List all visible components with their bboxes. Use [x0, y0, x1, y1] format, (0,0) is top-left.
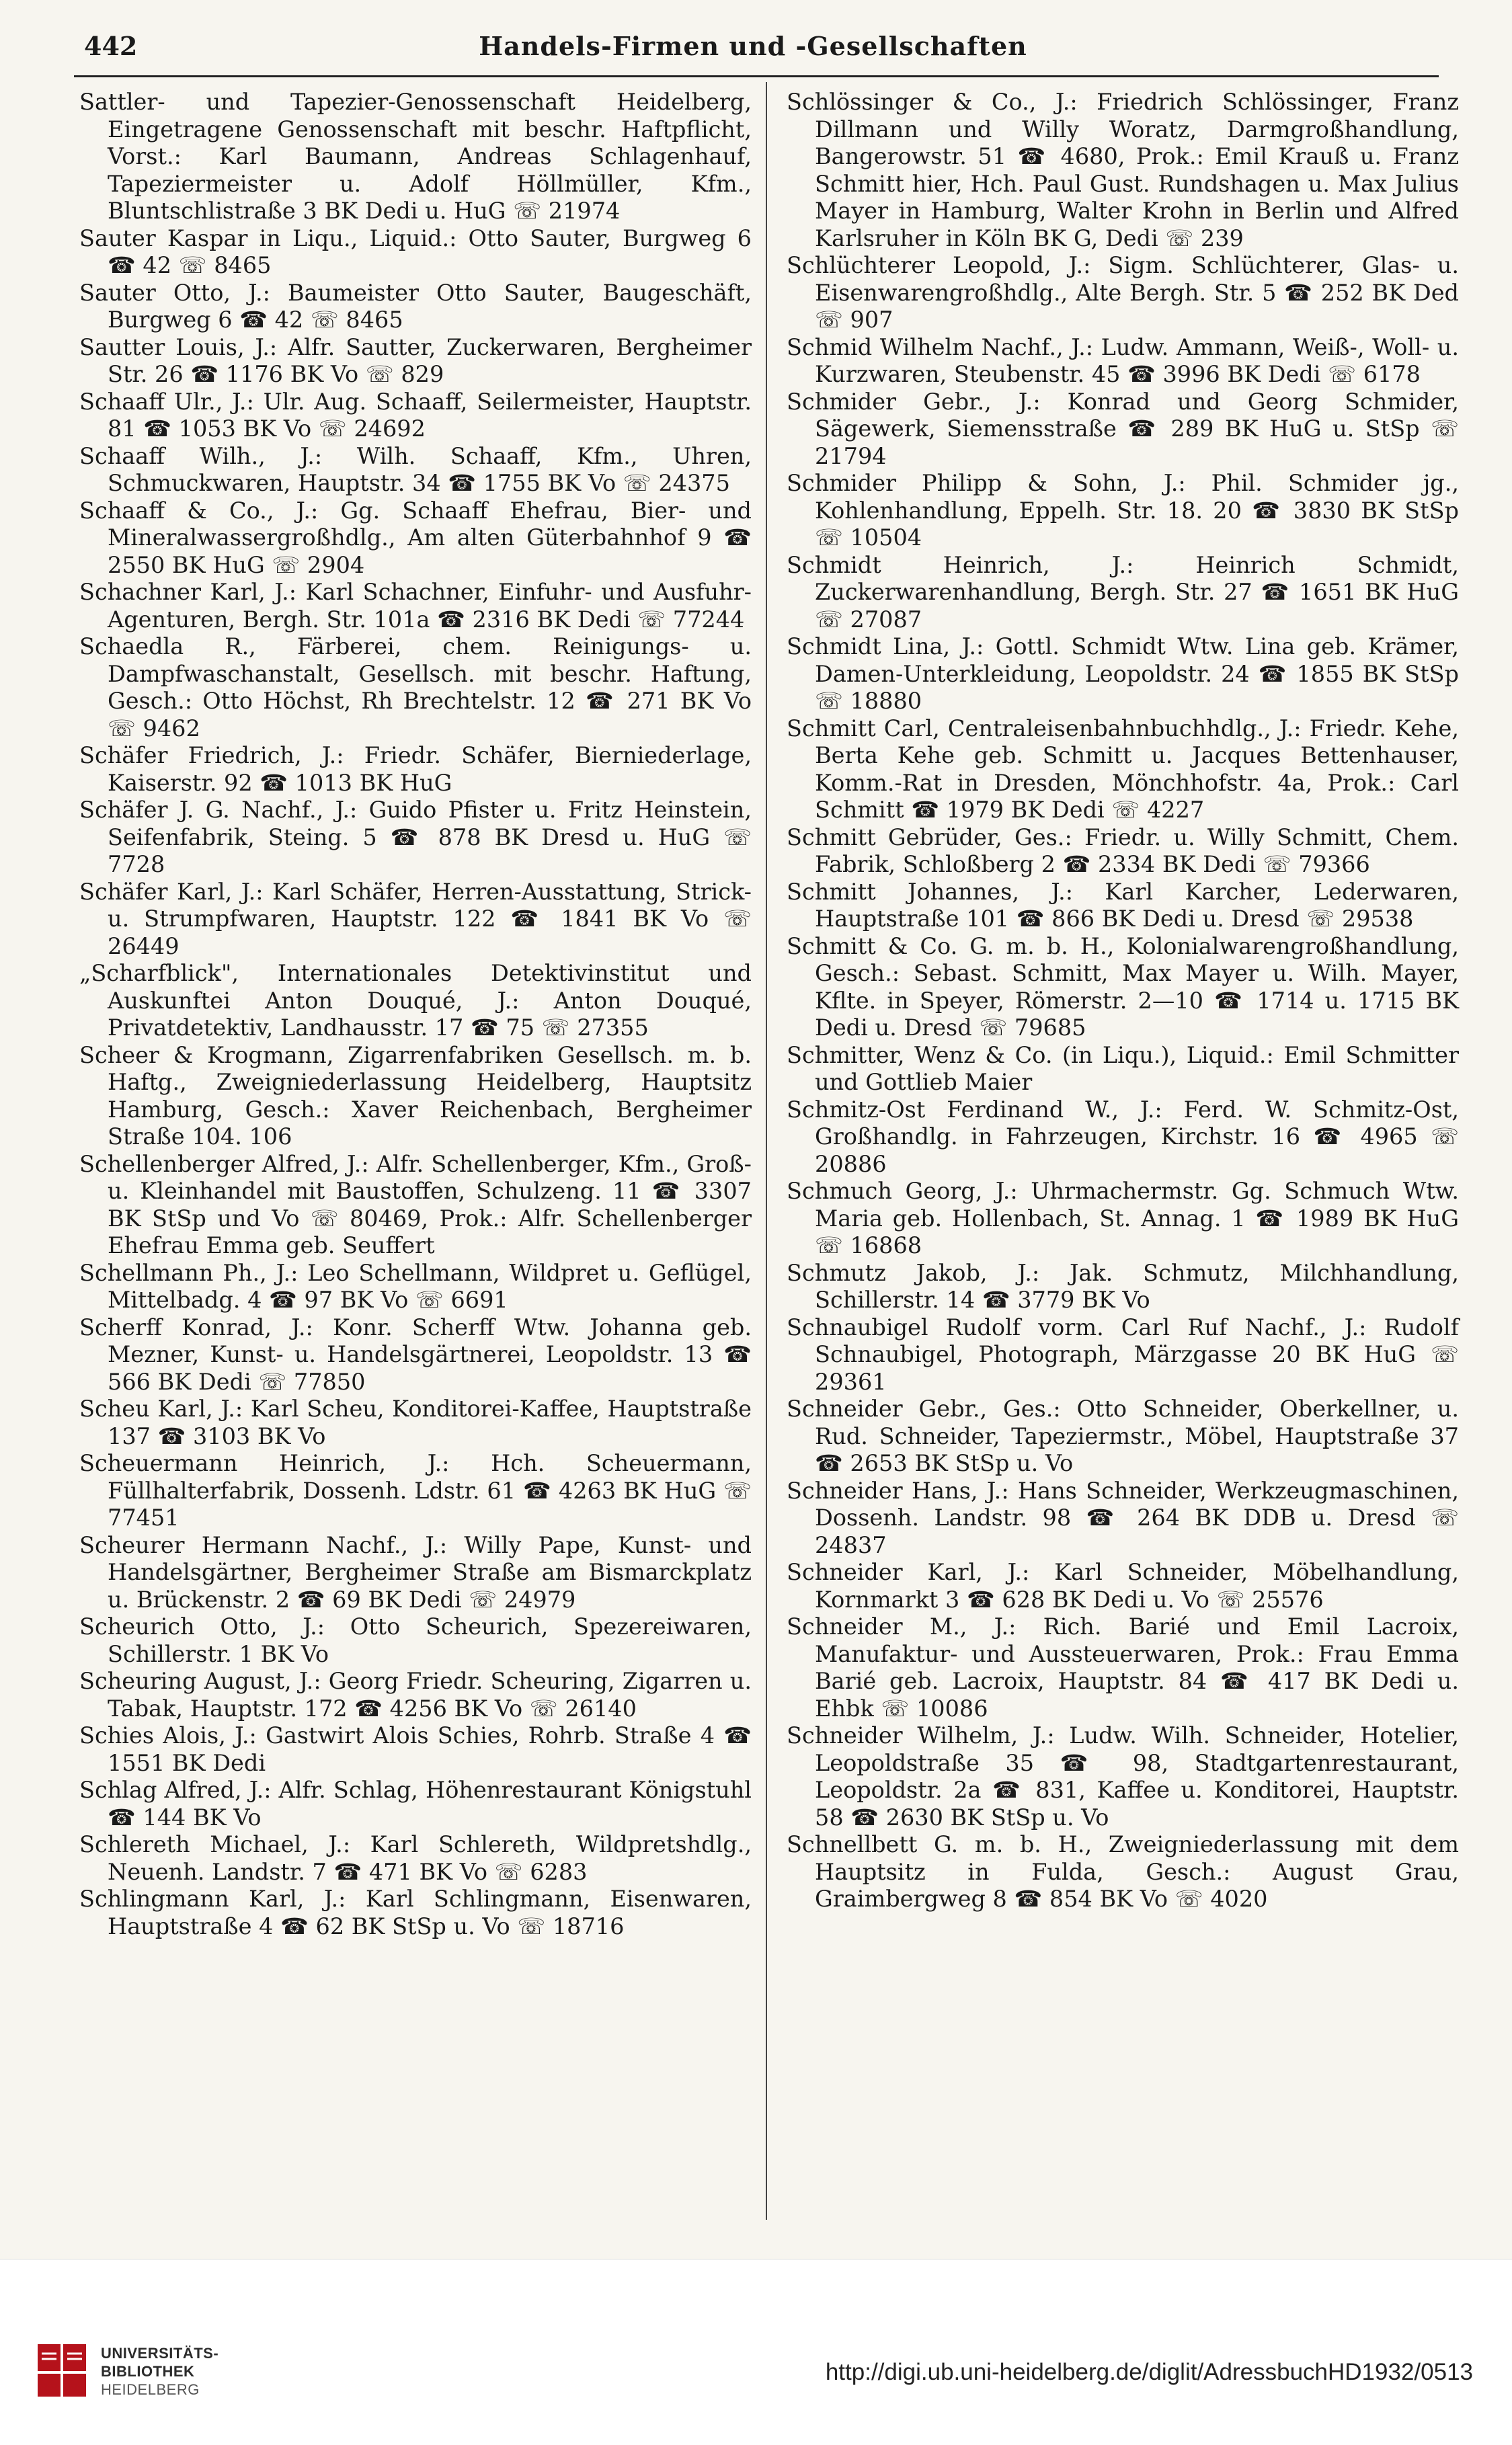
directory-entry: Schäfer Friedrich, J.: Friedr. Schäfer, Bierniederlage, Kaiserstr. 92 ☎ 1013 BK HuG — [79, 742, 752, 796]
directory-entry: Schaaff Wilh., J.: Wilh. Schaaff, Kfm., Uhren, Schmuckwaren, Hauptstr. 34 ☎ 1755 BK Vo ☏ 24375 — [79, 442, 752, 496]
directory-entry: Schmitt Johannes, J.: Karl Karcher, Lederwaren, Hauptstraße 101 ☎ 866 BK Dedi u. Dresd ☏ 29538 — [787, 878, 1459, 932]
directory-entry: Schmider Gebr., J.: Konrad und Georg Schmider, Sägewerk, Siemensstraße ☎ 289 BK HuG u. StSp ☏ 21794 — [787, 388, 1459, 469]
directory-entry: Scheurich Otto, J.: Otto Scheurich, Spezereiwaren, Schillerstr. 1 BK Vo — [79, 1613, 752, 1667]
directory-entry: Schneider Hans, J.: Hans Schneider, Werkzeugmaschinen, Dossenh. Landstr. 98 ☎ 264 BK DDB u. Dresd ☏ 24837 — [787, 1477, 1459, 1558]
directory-entry: Schmider Philipp & Sohn, J.: Phil. Schmider jg., Kohlenhandlung, Eppelh. Str. 18. 20 ☎ 3830 BK StSp ☏ 10504 — [787, 470, 1459, 551]
directory-entry: Scheu Karl, J.: Karl Scheu, Konditorei-Kaffee, Hauptstraße 137 ☎ 3103 BK Vo — [79, 1396, 752, 1449]
directory-entry: Schaaff Ulr., J.: Ulr. Aug. Schaaff, Seilermeister, Hauptstr. 81 ☎ 1053 BK Vo ☏ 24692 — [79, 388, 752, 442]
directory-entry: Schneider M., J.: Rich. Barié und Emil Lacroix, Manufaktur- und Aussteuerwaren, Prok.: Frau Emma Barié geb. Lacroix, Hauptstr. 84 ☎ 417 BK Dedi u. Ehbk ☏ 10086 — [787, 1613, 1459, 1722]
directory-entry: Schies Alois, J.: Gastwirt Alois Schies, Rohrb. Straße 4 ☎ 1551 BK Dedi — [79, 1722, 752, 1776]
directory-entry: Schmitt Carl, Centraleisenbahnbuchhdlg., J.: Friedr. Kehe, Berta Kehe geb. Schmitt u. Jacques Bettenhauser, Komm.-Rat in Dresden, Mönchhofstr. 4a, Prok.: Carl Schmitt ☎ 1979 BK Dedi ☏ 4227 — [787, 715, 1459, 823]
directory-entry: Sattler- und Tapezier-Genossenschaft Heidelberg, Eingetragene Genossenschaft mit beschr. Haftpflicht, Vorst.: Karl Baumann, Andreas Schlagenhauf, Tapeziermeister u. Adolf Höllmüller, Kfm., Bluntschlistraße 3 BK Dedi u. HuG ☏ 21974 — [79, 89, 752, 224]
directory-entry: Scherff Konrad, J.: Konr. Scherff Wtw. Johanna geb. Mezner, Kunst- u. Handelsgärtnerei, Leopoldstr. 13 ☎ 566 BK Dedi ☏ 77850 — [79, 1314, 752, 1395]
header-rule — [74, 75, 1439, 77]
directory-entry: Schneider Karl, J.: Karl Schneider, Möbelhandlung, Kornmarkt 3 ☎ 628 BK Dedi u. Vo ☏ 25576 — [787, 1559, 1459, 1613]
directory-entry: Schachner Karl, J.: Karl Schachner, Einfuhr- und Ausfuhr-Agenturen, Bergh. Str. 101a ☎ 2316 BK Dedi ☏ 77244 — [79, 579, 752, 633]
directory-entry: Schmuch Georg, J.: Uhrmachermstr. Gg. Schmuch Wtw. Maria geb. Hollenbach, St. Annag. 1 ☎ 1989 BK HuG ☏ 16868 — [787, 1178, 1459, 1258]
directory-entry: Schellenberger Alfred, J.: Alfr. Schellenberger, Kfm., Groß- u. Kleinhandel mit Baustoffen, Schulzeng. 11 ☎ 3307 BK StSp und Vo ☏ 80469, Prok.: Alfr. Schellenberger Ehefrau Emma geb. Seuffert — [79, 1150, 752, 1258]
directory-entry: Schmitt & Co. G. m. b. H., Kolonialwarengroßhandlung, Gesch.: Sebast. Schmitt, Max Mayer u. Wilh. Mayer, Kflte. in Speyer, Römerstr. 2—10 ☎ 1714 u. 1715 BK Dedi u. Dresd ☏ 79685 — [787, 932, 1459, 1041]
directory-entry: Scheer & Krogmann, Zigarrenfabriken Gesellsch. m. b. Haftg., Zweigniederlassung Heidelberg, Hauptsitz Hamburg, Gesch.: Xaver Reichenbach, Bergheimer Straße 104. 106 — [79, 1041, 752, 1150]
library-name-line: UNIVERSITÄTS- — [101, 2345, 219, 2362]
directory-entry: Schaaff & Co., J.: Gg. Schaaff Ehefrau, Bier- und Mineralwassergroßhdlg., Am alten Güterbahnhof 9 ☎ 2550 BK HuG ☏ 2904 — [79, 497, 752, 578]
library-name-line: HEIDELBERG — [101, 2381, 200, 2398]
directory-entry: Schaedla R., Färberei, chem. Reinigungs- u. Dampfwaschanstalt, Gesellsch. mit beschr. Haftung, Gesch.: Otto Höchst, Rh Brechtelstr. 12 ☎ 271 BK Vo ☏ 9462 — [79, 633, 752, 741]
directory-entry: „Scharfblick", Internationales Detektivinstitut und Auskunftei Anton Douqué, J.: Anton Douqué, Privatdetektiv, Landhausstr. 17 ☎ 75 ☏ 27355 — [79, 960, 752, 1041]
directory-entry: Schneider Gebr., Ges.: Otto Schneider, Oberkellner, u. Rud. Schneider, Tapeziermstr., Möbel, Hauptstraße 37 ☎ 2653 BK StSp u. Vo — [787, 1396, 1459, 1476]
right-column — [787, 89, 1459, 1913]
library-name-line: BIBLIOTHEK — [101, 2363, 195, 2380]
directory-entry: Schmitz-Ost Ferdinand W., J.: Ferd. W. Schmitz-Ost, Großhandlg. in Fahrzeugen, Kirchstr. 16 ☎ 4965 ☏ 20886 — [787, 1096, 1459, 1177]
directory-entry: Schmutz Jakob, J.: Jak. Schmutz, Milchhandlung, Schillerstr. 14 ☎ 3779 BK Vo — [787, 1259, 1459, 1313]
directory-entry: Schmitt Gebrüder, Ges.: Friedr. u. Willy Schmitt, Chem. Fabrik, Schloßberg 2 ☎ 2334 BK Dedi ☏ 79366 — [787, 824, 1459, 877]
directory-entry: Schmidt Lina, J.: Gottl. Schmidt Wtw. Lina geb. Krämer, Damen-Unterkleidung, Leopoldstr. 24 ☎ 1855 BK StSp ☏ 18880 — [787, 633, 1459, 714]
directory-entry: Scheuermann Heinrich, J.: Hch. Scheuermann, Füllhalterfabrik, Dossenh. Ldstr. 61 ☎ 4263 BK HuG ☏ 77451 — [79, 1450, 752, 1531]
directory-entry: Schnellbett G. m. b. H., Zweigniederlassung mit dem Hauptsitz in Fulda, Gesch.: August Grau, Graimbergweg 8 ☎ 854 BK Vo ☏ 4020 — [787, 1831, 1459, 1912]
directory-entry: Schlag Alfred, J.: Alfr. Schlag, Höhenrestaurant Königstuhl ☎ 144 BK Vo — [79, 1777, 752, 1831]
left-column — [79, 89, 752, 1940]
column-divider — [766, 82, 767, 2220]
directory-entry: Schneider Wilhelm, J.: Ludw. Wilh. Schneider, Hotelier, Leopoldstraße 35 ☎ 98, Stadtgartenrestaurant, Leopoldstr. 2a ☎ 831, Kaffee u. Konditorei, Hauptstr. 58 ☎ 2630 BK StSp u. Vo — [787, 1722, 1459, 1831]
page-header — [84, 26, 1422, 66]
directory-entry: Sautter Louis, J.: Alfr. Sautter, Zuckerwaren, Bergheimer Str. 26 ☎ 1176 BK Vo ☏ 829 — [79, 333, 752, 387]
directory-entry: Schlössinger & Co., J.: Friedrich Schlössinger, Franz Dillmann und Willy Woratz, Darmgroßhandlung, Bangerowstr. 51 ☎ 4680, Prok.: Emil Krauß u. Franz Schmitt hier, Hch. Paul Gust. Rundshagen u. Max Julius Mayer in Hamburg, Walter Krohn in Berlin und Alfred Karlsruher in Köln BK G, Dedi ☏ 239 — [787, 89, 1459, 251]
source-url-link[interactable]: http://digi.ub.uni-heidelberg.de/diglit/AdressbuchHD1932/0513 — [825, 2359, 1473, 2385]
directory-entry: Schnaubigel Rudolf vorm. Carl Ruf Nachf., J.: Rudolf Schnaubigel, Photograph, Märzgasse 20 BK HuG ☏ 29361 — [787, 1314, 1459, 1395]
directory-entry: Schmitter, Wenz & Co. (in Liqu.), Liquid.: Emil Schmitter und Gottlieb Maier — [787, 1041, 1459, 1095]
university-library-logo-icon — [35, 2340, 89, 2401]
directory-entry: Sauter Kaspar in Liqu., Liquid.: Otto Sauter, Burgweg 6 ☎ 42 ☏ 8465 — [79, 225, 752, 278]
viewer-footer — [0, 2259, 1512, 2445]
page-number: 442 — [84, 31, 138, 61]
directory-entry: Scheuring August, J.: Georg Friedr. Scheuring, Zigarren u. Tabak, Hauptstr. 172 ☎ 4256 BK Vo ☏ 26140 — [79, 1668, 752, 1722]
directory-entry: Schäfer Karl, J.: Karl Schäfer, Herren-Ausstattung, Strick- u. Strumpfwaren, Hauptstr. 122 ☎ 1841 BK Vo ☏ 26449 — [79, 878, 752, 959]
directory-entry: Schlüchterer Leopold, J.: Sigm. Schlüchterer, Glas- u. Eisenwarengroßhdlg., Alte Bergh. Str. 5 ☎ 252 BK Ded ☏ 907 — [787, 252, 1459, 333]
directory-entry: Schlingmann Karl, J.: Karl Schlingmann, Eisenwaren, Hauptstraße 4 ☎ 62 BK StSp u. Vo ☏ 18716 — [79, 1886, 752, 1939]
library-name — [101, 2344, 303, 2399]
directory-entry: Schlereth Michael, J.: Karl Schlereth, Wildpretshdlg., Neuenh. Landstr. 7 ☎ 471 BK Vo ☏ 6283 — [79, 1831, 752, 1885]
directory-entry: Schmidt Heinrich, J.: Heinrich Schmidt, Zuckerwarenhandlung, Bergh. Str. 27 ☎ 1651 BK HuG ☏ 27087 — [787, 551, 1459, 633]
directory-entry: Schellmann Ph., J.: Leo Schellmann, Wildpret u. Geflügel, Mittelbadg. 4 ☎ 97 BK Vo ☏ 6691 — [79, 1259, 752, 1313]
directory-entry: Schmid Wilhelm Nachf., J.: Ludw. Ammann, Weiß-, Woll- u. Kurzwaren, Steubenstr. 45 ☎ 3996 BK Dedi ☏ 6178 — [787, 333, 1459, 387]
directory-entry: Sauter Otto, J.: Baumeister Otto Sauter, Baugeschäft, Burgweg 6 ☎ 42 ☏ 8465 — [79, 279, 752, 333]
directory-entry: Schäfer J. G. Nachf., J.: Guido Pfister u. Fritz Heinstein, Seifenfabrik, Steing. 5 ☎ 878 BK Dresd u. HuG ☏ 7728 — [79, 797, 752, 877]
running-title: Handels-Firmen und -Gesellschaften — [479, 31, 1027, 61]
directory-entry: Scheurer Hermann Nachf., J.: Willy Pape, Kunst- und Handelsgärtner, Bergheimer Straße am Bismarckplatz u. Brückenstr. 2 ☎ 69 BK Dedi ☏ 24979 — [79, 1531, 752, 1613]
